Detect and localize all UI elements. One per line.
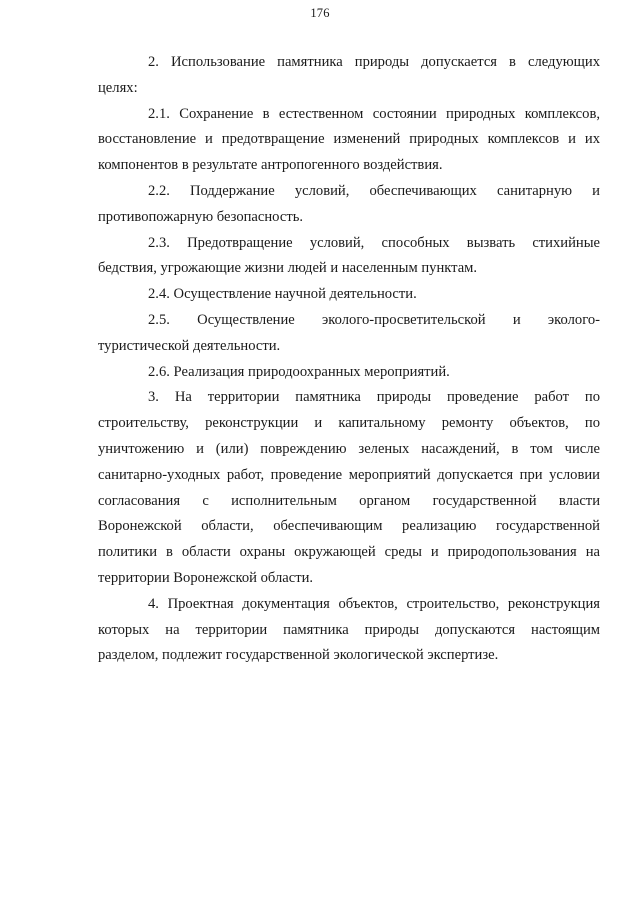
paragraph-p2-5 [98, 308, 600, 360]
text-line: санитарно-уходных работ, проведение мероприятий допускается при условии [98, 466, 600, 483]
paragraph-p2 [98, 50, 600, 102]
text-line: 2.4. Осуществление научной деятельности. [148, 286, 417, 303]
text-line: компонентов в результате антропогенного воздействия. [98, 157, 443, 174]
text-line: 2.3. Предотвращение условий, способных вызвать стихийные [148, 234, 600, 251]
text-line: строительству, реконструкции и капитальному ремонту объектов, по [98, 415, 600, 432]
text-line: Воронежской области, обеспечивающим реализацию государственной [98, 518, 600, 535]
text-line: разделом, подлежит государственной экологической экспертизе. [98, 647, 499, 664]
text-line: согласования с исполнительным органом государственной власти [98, 492, 600, 509]
document-body [98, 50, 600, 669]
text-line: целях: [98, 79, 138, 96]
paragraph-p2-1 [98, 102, 600, 179]
text-line: 2.2. Поддержание условий, обеспечивающих санитарную и [148, 182, 600, 199]
paragraph-p4 [98, 592, 600, 669]
text-line: бедствия, угрожающие жизни людей и населенным пунктам. [98, 260, 478, 277]
text-line: туристической деятельности. [98, 337, 281, 354]
paragraph-p2-6 [98, 360, 600, 386]
paragraph-p3 [98, 385, 600, 591]
text-line: 2. Использование памятника природы допускается в следующих [148, 54, 600, 70]
page-number: 176 [310, 6, 330, 20]
text-line: которых на территории памятника природы допускаются настоящим [98, 621, 600, 638]
text-line: противопожарную безопасность. [98, 208, 304, 225]
text-line: территории Воронежской области. [98, 569, 314, 586]
text-line: 2.6. Реализация природоохранных мероприятий. [148, 363, 450, 380]
paragraph-p2-2 [98, 179, 600, 231]
text-line: 2.5. Осуществление эколого-просветительской и эколого- [148, 311, 600, 328]
text-line: 3. На территории памятника природы проведение работ по [148, 389, 600, 406]
text-line: уничтожению и (или) повреждению зеленых насаждений, в том числе [98, 440, 600, 457]
paragraph-p2-4 [98, 282, 600, 308]
paragraph-p2-3 [98, 231, 600, 283]
text-line: 2.1. Сохранение в естественном состоянии природных комплексов, [148, 105, 600, 122]
text-line: 4. Проектная документация объектов, строительство, реконструкция [148, 595, 600, 612]
text-line: восстановление и предотвращение изменений природных комплексов и их [98, 131, 600, 148]
text-line: политики в области охраны окружающей среды и природопользования на [98, 544, 600, 561]
